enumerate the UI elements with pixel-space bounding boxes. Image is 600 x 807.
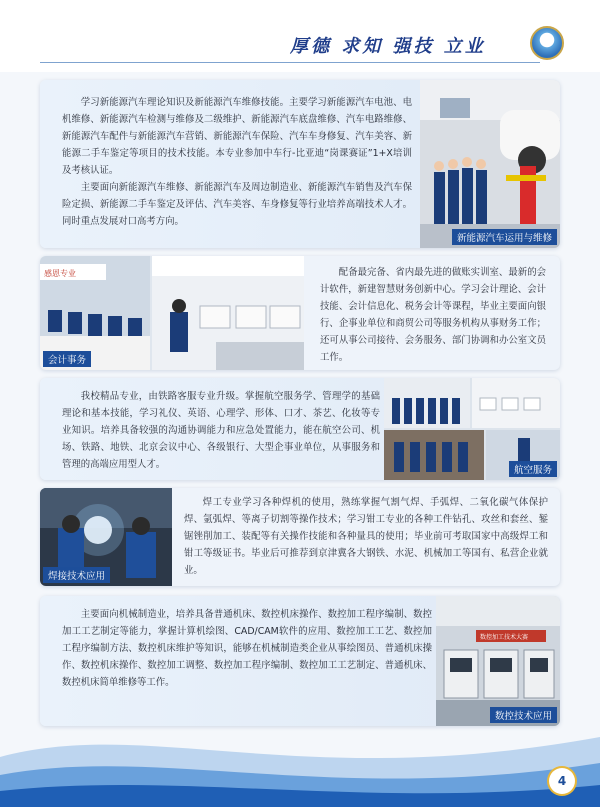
classroom-banner: 感恩专业 bbox=[44, 269, 76, 278]
section-cnc-text bbox=[62, 606, 432, 691]
section-accounting bbox=[40, 256, 560, 370]
school-motto: 厚德 求知 强技 立业 bbox=[290, 36, 486, 57]
section-welding-text bbox=[184, 494, 548, 579]
photo-nev-workshop bbox=[420, 80, 560, 248]
section-welding bbox=[40, 488, 560, 586]
photo-aviation bbox=[384, 378, 560, 480]
section-nev-text bbox=[62, 94, 412, 230]
header-divider bbox=[40, 62, 540, 63]
photo-accounting-class bbox=[40, 256, 304, 370]
paragraph: 我校精品专业，由铁路客服专业升级。掌握航空服务学、管理学的基础理论和基本技能，学习礼仪、英语、心理学、形体、口才、茶艺、化妆等专业知识。培养具备较强的沟通协调能力和应急处置能力，能在航空公司、机场、铁路、地铁、北京会议中心、各级银行、大型企事业单位，从事服务和管理的高端应用型人才。 bbox=[62, 391, 380, 470]
nev-workshop-illustration bbox=[420, 80, 560, 248]
cnc-banner: 数控加工技术大赛 bbox=[480, 634, 529, 641]
section-aviation-text bbox=[62, 388, 380, 473]
paragraph: 焊工专业学习各种焊机的使用，熟练掌握气割气焊、手弧焊、二氧化碳气体保护焊、氩弧焊、等离子切割等操作技术；学习钳工专业的各种工件钻孔、攻丝和套丝、錾锯锉削加工、装配等有关操作技能和各种量具的使用；毕业前可考取国家中高级焊工和钳工等级证书。毕业后可推荐到京津冀各大钢铁、水泥、机械加工等国有、私营企业就业。 bbox=[184, 497, 548, 576]
paragraph: 学习新能源汽车理论知识及新能源汽车维修技能。主要学习新能源汽车电池、电机维修、新能源汽车检测与维修及二级维护、新能源汽车底盘维修、汽车电路维修、新能源汽车配件与新能源汽车营销、新能源汽车保险、汽车车身修复、汽车美容、新能源二手车鉴定等项目的技术技能。本专业参加中车行-比亚迪“岗课赛证”1+X培训及考核认证。 bbox=[62, 97, 412, 176]
paragraph: 配备最完备、省内最先进的做账实训室、最新的会计软件，新建智慧财务创新中心。学习会计理论、会计技能、会计信息化、税务会计等课程，毕业主要面向银行、企事业单位和商贸公司等服务机构从事财务工作；还可从事公司接待、会务服务、部门协调和办公室文员工作。 bbox=[320, 267, 546, 363]
section-nev bbox=[40, 80, 560, 248]
caption-nev: 新能源汽车运用与维修 bbox=[452, 229, 557, 245]
page-number: 4 bbox=[549, 768, 575, 794]
photo-welding bbox=[40, 488, 172, 586]
paragraph: 主要面向机械制造业，培养具备普通机床、数控机床操作、数控加工程序编制、数控加工工艺制定等能力，掌握计算机绘图、CAD/CAM软件的应用、数控加工工艺、数控加工程序编制方法、数控机床维护等知识，能够在机械制造类企业从事绘图员、普通机床操作、数控机床操作、数控加工调整、数控加工程序编制、数控加工工艺制定、普通机床、数控机床简单维修等工作。 bbox=[62, 609, 432, 688]
caption-aviation: 航空服务 bbox=[509, 461, 557, 477]
footer-wave-decoration bbox=[0, 697, 600, 807]
paragraph: 主要面向新能源汽车维修、新能源汽车及周边制造业、新能源汽车销售及汽车保险定损、新能源二手车鉴定及评估、汽车美容、车身修复等行业培养高端技术人才。同时重点发展对口高考方向。 bbox=[62, 182, 412, 227]
caption-accounting: 会计事务 bbox=[43, 351, 91, 367]
page-header bbox=[0, 0, 600, 72]
caption-cnc: 数控技术应用 bbox=[490, 707, 557, 723]
caption-welding: 焊接技术应用 bbox=[43, 567, 110, 583]
section-aviation bbox=[40, 378, 560, 480]
school-emblem-icon bbox=[530, 26, 564, 60]
section-accounting-text bbox=[320, 264, 546, 366]
